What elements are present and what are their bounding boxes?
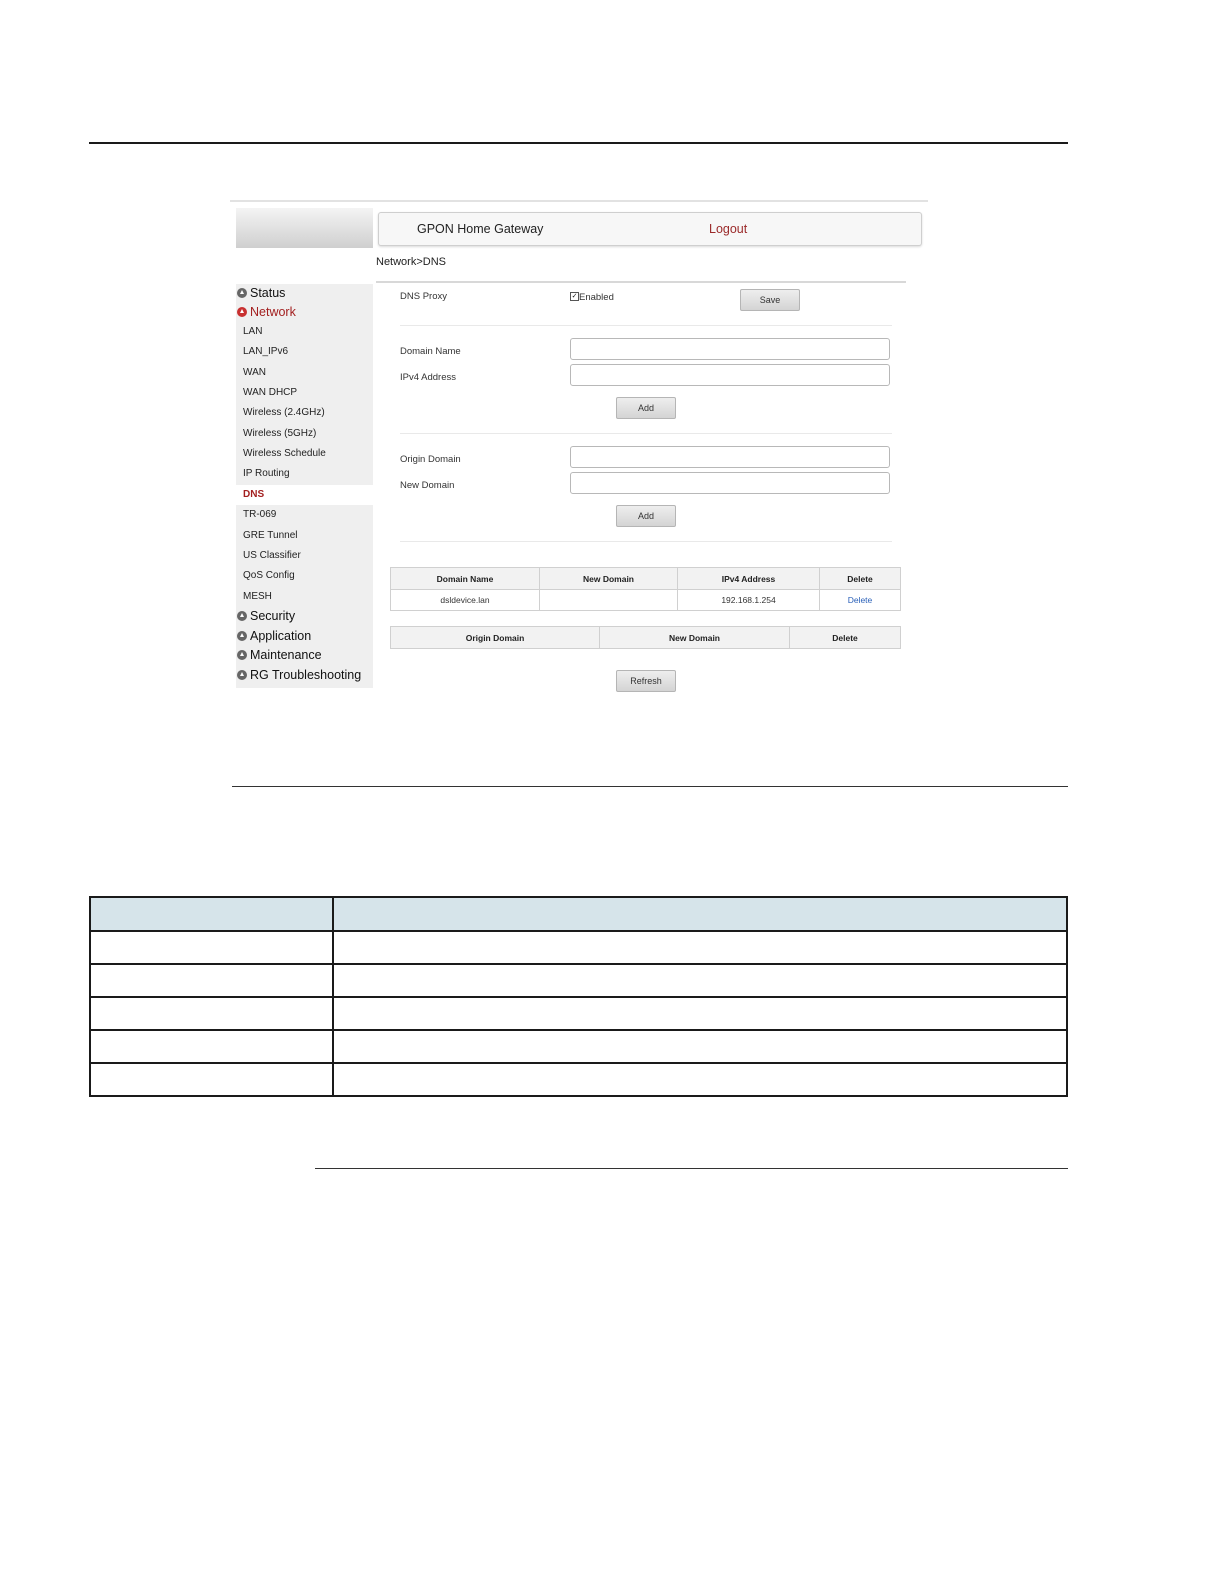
cell-ipv4-address: 192.168.1.254 [678, 590, 820, 611]
new-domain-input[interactable] [570, 472, 890, 494]
table-row [90, 1030, 1067, 1063]
app-title: GPON Home Gateway [417, 222, 544, 236]
header-bar [378, 212, 922, 246]
sidebar-subitem-mesh[interactable]: MESH [243, 591, 272, 602]
sidebar-subitem-dns[interactable]: DNS [243, 489, 265, 500]
table-header-cell [90, 897, 333, 931]
section-rule [315, 1168, 1068, 1169]
refresh-button[interactable]: Refresh [616, 670, 676, 692]
table-header-row [391, 568, 901, 590]
table-header-row [391, 627, 901, 649]
ipv4-address-label: IPv4 Address [400, 372, 456, 383]
dns-proxy-label: DNS Proxy [400, 291, 447, 302]
section-divider [400, 325, 892, 326]
table-cell [333, 931, 1067, 964]
ipv4-address-input[interactable] [570, 364, 890, 386]
screenshot-top-border [230, 200, 928, 202]
table-header-cell [333, 897, 1067, 931]
sidebar-subitem-lan-ipv6[interactable]: LAN_IPv6 [243, 346, 289, 357]
expand-icon [237, 650, 247, 660]
sidebar-header [236, 208, 373, 248]
sidebar-item-network[interactable] [236, 303, 296, 321]
expand-icon [237, 288, 247, 298]
column-header: Domain Name [391, 568, 540, 590]
table-cell [90, 1030, 333, 1063]
table-row [391, 590, 901, 611]
sidebar-item-label: RG Troubleshooting [250, 668, 362, 682]
table-cell [90, 997, 333, 1030]
table-header-row [90, 897, 1067, 931]
domain-name-input[interactable] [570, 338, 890, 360]
table-cell [90, 964, 333, 997]
sidebar-subitem-wan-dhcp[interactable]: WAN DHCP [243, 387, 298, 398]
sidebar-item-label: Maintenance [250, 648, 322, 662]
table-cell [90, 1063, 333, 1096]
dns-rewrite-table [390, 626, 901, 649]
origin-domain-label: Origin Domain [400, 454, 461, 465]
expand-icon [237, 670, 247, 680]
sidebar-subitem-us-classifier[interactable]: US Classifier [243, 550, 301, 561]
dns-proxy-checkbox[interactable]: ✓ [571, 293, 578, 300]
expand-icon [237, 307, 247, 317]
sidebar-subitem-wireless-24[interactable]: Wireless (2.4GHz) [243, 407, 325, 418]
section-divider [400, 433, 892, 434]
sidebar-subitem-wireless-schedule[interactable]: Wireless Schedule [243, 448, 326, 459]
expand-icon [237, 631, 247, 641]
sidebar [236, 284, 373, 688]
document-table [89, 896, 1068, 1097]
table-cell [333, 1030, 1067, 1063]
table-cell [333, 1063, 1067, 1096]
sidebar-subitem-qos-config[interactable]: QoS Config [243, 570, 295, 581]
table-row [90, 1063, 1067, 1096]
table-row [90, 931, 1067, 964]
domain-name-label: Domain Name [400, 346, 461, 357]
sidebar-item-security[interactable] [236, 607, 295, 625]
page-top-rule [89, 142, 1068, 144]
sidebar-item-status[interactable] [236, 284, 285, 302]
table-row [90, 964, 1067, 997]
delete-link[interactable]: Delete [820, 590, 901, 611]
sidebar-subitem-gre-tunnel[interactable]: GRE Tunnel [243, 530, 298, 541]
column-header: Delete [820, 568, 901, 590]
add-rewrite-button[interactable]: Add [616, 505, 676, 527]
cell-new-domain [540, 590, 678, 611]
expand-icon [237, 611, 247, 621]
sidebar-item-label: Application [250, 629, 312, 643]
logout-link[interactable]: Logout [709, 222, 748, 236]
add-host-button[interactable]: Add [616, 397, 676, 419]
breadcrumb-divider [376, 281, 906, 283]
sidebar-item-rg-troubleshooting[interactable] [236, 666, 361, 684]
breadcrumb: Network>DNS [376, 256, 446, 268]
sidebar-subitem-lan[interactable]: LAN [243, 326, 263, 337]
table-cell [333, 997, 1067, 1030]
column-header: New Domain [540, 568, 678, 590]
sidebar-item-maintenance[interactable] [236, 646, 322, 664]
cell-domain-name: dsldevice.lan [391, 590, 540, 611]
section-divider [400, 541, 892, 542]
column-header: New Domain [600, 627, 790, 649]
sidebar-subitem-tr069[interactable]: TR-069 [243, 509, 277, 520]
sidebar-item-label: Security [250, 609, 296, 623]
column-header: Delete [790, 627, 901, 649]
sidebar-item-application[interactable] [236, 627, 311, 645]
dns-proxy-checkbox-label: Enabled [579, 292, 614, 303]
table-row [90, 997, 1067, 1030]
sidebar-subitem-wireless-5[interactable]: Wireless (5GHz) [243, 428, 317, 439]
table-cell [90, 931, 333, 964]
sidebar-item-label: Network [250, 305, 296, 319]
origin-domain-input[interactable] [570, 446, 890, 468]
sidebar-subitem-ip-routing[interactable]: IP Routing [243, 468, 290, 479]
caption-rule [232, 786, 1068, 787]
table-cell [333, 964, 1067, 997]
column-header: Origin Domain [391, 627, 600, 649]
save-button[interactable]: Save [740, 289, 800, 311]
sidebar-subitem-wan[interactable]: WAN [243, 367, 266, 378]
sidebar-item-label: Status [250, 286, 286, 300]
new-domain-label: New Domain [400, 480, 455, 491]
dns-host-table [390, 567, 901, 611]
router-screenshot [230, 200, 928, 692]
column-header: IPv4 Address [678, 568, 820, 590]
